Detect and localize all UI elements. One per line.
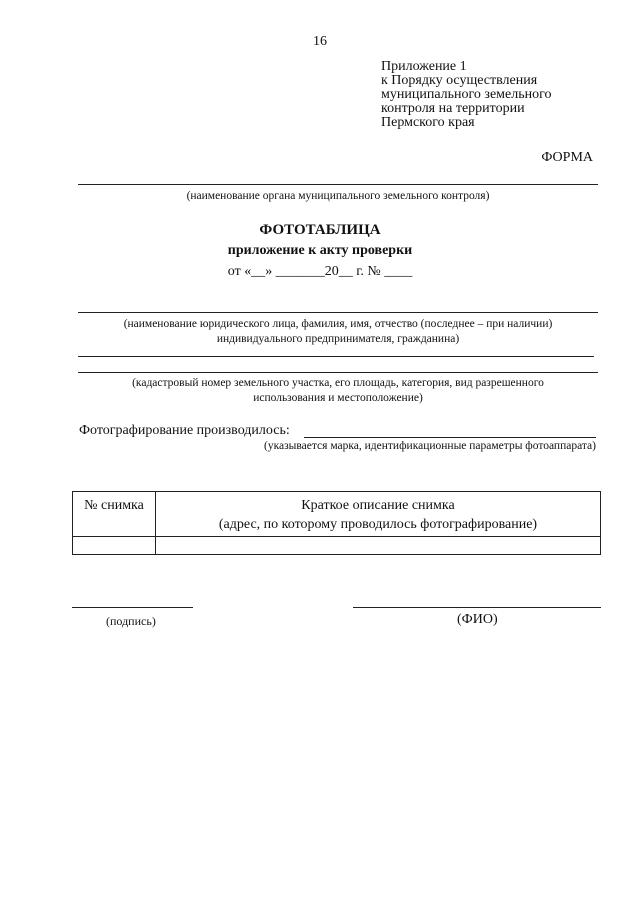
organ-name-line <box>78 184 598 185</box>
appendix-note <box>381 60 552 130</box>
camera-line <box>304 437 596 438</box>
entity-caption-2: индивидуального предпринимателя, гражданина) <box>216 333 460 345</box>
cadastral-line <box>78 372 598 373</box>
table-cell[interactable] <box>156 537 601 555</box>
document-title: ФОТОТАБЛИЦА <box>259 222 381 238</box>
form-label: ФОРМА <box>541 150 593 165</box>
appendix-line: к Порядку осуществления <box>381 73 538 88</box>
page-number: 16 <box>313 34 327 49</box>
photo-label: Фотографирование производилось: <box>79 423 290 438</box>
col-description-note: (адрес, по которому проводилось фотографирование) <box>218 517 538 532</box>
appendix-line: муниципального земельного <box>381 87 552 102</box>
blank-line <box>78 356 594 357</box>
appendix-line: Приложение 1 <box>381 59 467 74</box>
table-cell[interactable] <box>73 537 156 555</box>
fio-line <box>353 607 601 608</box>
table-row <box>73 537 601 555</box>
document-subtitle: приложение к акту проверки <box>227 243 413 258</box>
cadastral-caption-1: (кадастровый номер земельного участка, его площадь, категория, вид разрешенного <box>132 377 544 389</box>
appendix-line: контроля на территории <box>381 101 525 116</box>
entity-name-line <box>78 312 598 313</box>
col-number-header <box>73 492 156 537</box>
col-number-header-label: № снимка <box>84 498 144 513</box>
camera-caption: (указывается марка, идентификационные параметры фотоаппарата) <box>264 440 596 452</box>
fio-caption: (ФИО) <box>457 612 498 627</box>
cadastral-caption-2: использования и местоположение) <box>253 392 423 404</box>
organ-caption: (наименование органа муниципального земельного контроля) <box>186 190 490 202</box>
entity-caption-1: (наименование юридического лица, фамилия, имя, отчество (последнее – при наличии) <box>123 318 553 330</box>
appendix-line: Пермского края <box>381 115 475 130</box>
col-description-header <box>156 492 601 537</box>
col-description-title: Краткое описание снимка <box>301 498 455 513</box>
date-number-line: от «__» _______20__ г. № ____ <box>227 264 413 279</box>
photo-table <box>72 491 601 555</box>
table-header-row <box>73 492 601 537</box>
signature-caption: (подпись) <box>106 614 156 628</box>
signature-line <box>72 607 193 608</box>
